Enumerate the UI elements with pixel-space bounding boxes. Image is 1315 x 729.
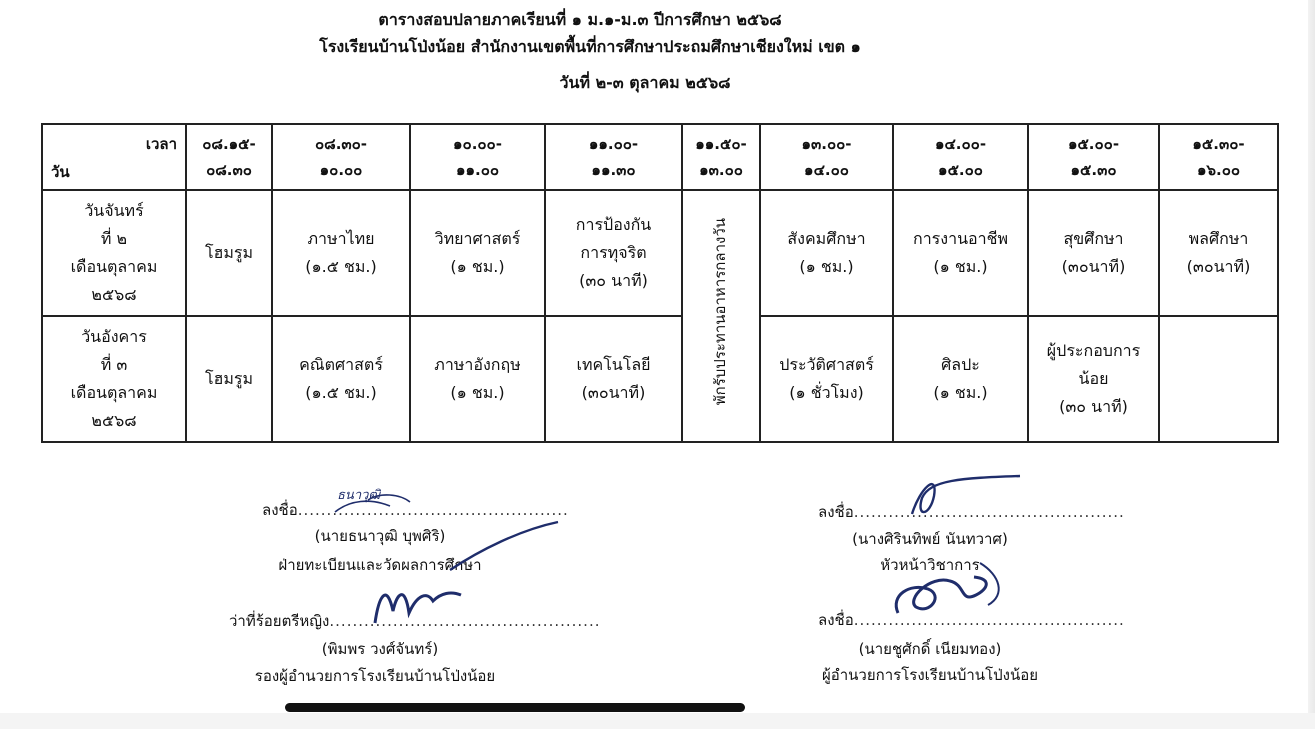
signer-name-deputy: (พิมพร วงศ์จันทร์) [321,640,439,658]
time-slot-header: ๑๕.๐๐- ๑๕.๓๐ [1028,124,1159,190]
subject-cell: วิทยาศาสตร์ (๑ ชม.) [410,190,545,316]
signature-line-deputy [229,609,601,633]
homeroom-cell: โฮมรูม [186,316,272,442]
sign-label: ลงชื่อ [818,503,854,521]
signer-name-registrar: (นายธนาวุฒิ บุพศิริ) [314,527,446,545]
home-indicator-bar[interactable] [285,703,745,712]
signature-line-registrar [262,498,569,522]
time-slot-header: ๑๑.๕๐- ๑๓.๐๐ [682,124,760,190]
lunch-break-cell [682,190,760,442]
subject-cell-empty [1159,316,1278,442]
subject-cell: ผู้ประกอบการ น้อย (๓๐ นาที) [1028,316,1159,442]
signature-line-academic [818,500,1125,524]
day-cell: วันจันทร์ ที่ ๒ เดือนตุลาคม ๒๕๖๘ [42,190,186,316]
rank-prefix: ว่าที่ร้อยตรีหญิง [229,612,330,630]
signature-dots: ............................................... [853,503,1125,521]
sign-label: ลงชื่อ [818,611,854,629]
time-slot-header: ๑๕.๓๐- ๑๖.๐๐ [1159,124,1278,190]
lunch-break-label: พักรับประทานอาหารกลางวัน [711,217,730,406]
signature-dots: ............................................... [853,611,1125,629]
subject-cell: การงานอาชีพ (๑ ชม.) [893,190,1028,316]
subject-cell: ประวัติศาสตร์ (๑ ชั่วโมง) [760,316,893,442]
signer-position-registrar: ฝ่ายทะเบียนและวัดผลการศึกษา [278,556,482,574]
doc-title-line1: ตารางสอบปลายภาคเรียนที่ ๑ ม.๑-ม.๓ ปีการศึกษา ๒๕๖๘ [378,10,782,29]
signature-dots: ............................................... [329,612,601,630]
bottom-margin [0,713,1315,729]
doc-title-line2: โรงเรียนบ้านโป่งน้อย สำนักงานเขตพื้นที่การศึกษาประถมศึกษาเชียงใหม่ เขต ๑ [319,37,861,56]
subject-cell: ภาษาอังกฤษ (๑ ชม.) [410,316,545,442]
signer-position-deputy: รองผู้อำนวยการโรงเรียนบ้านโป่งน้อย [254,667,496,685]
time-slot-header: ๑๐.๐๐- ๑๑.๐๐ [410,124,545,190]
corner-day-label: วัน [51,162,70,181]
page-edge-shadow [1308,0,1315,729]
subject-cell: การป้องกัน การทุจริต (๓๐ นาที) [545,190,682,316]
subject-cell: พลศึกษา (๓๐นาที) [1159,190,1278,316]
subject-cell: คณิตศาสตร์ (๑.๕ ชม.) [272,316,410,442]
signer-position-director: ผู้อำนวยการโรงเรียนบ้านโป่งน้อย [821,666,1039,684]
day-cell: วันอังคาร ที่ ๓ เดือนตุลาคม ๒๕๖๘ [42,316,186,442]
handwritten-name: ธนาวุฒิ [337,488,381,503]
time-slot-header: ๑๔.๐๐- ๑๕.๐๐ [893,124,1028,190]
homeroom-cell: โฮมรูม [186,190,272,316]
table-row-tuesday [42,316,1278,442]
table-header-row [42,124,1278,190]
signer-position-academic: หัวหน้าวิชาการ [880,556,980,574]
signer-name-director: (นายชูศักดิ์ เนียมทอง) [858,640,1002,658]
signature-line-director [818,608,1125,632]
sign-label: ลงชื่อ [262,501,298,519]
signer-name-academic: (นางศิรินทิพย์ นันทวาศ) [852,530,1008,548]
signature-dots: ............................................... [297,501,569,519]
corner-time-label: เวลา [145,135,177,153]
table-row-monday [42,190,1278,316]
subject-cell: สุขศึกษา (๓๐นาที) [1028,190,1159,316]
time-slot-header: ๐๘.๑๕- ๐๘.๓๐ [186,124,272,190]
time-slot-header: ๐๘.๓๐- ๑๐.๐๐ [272,124,410,190]
corner-cell [42,124,186,190]
doc-title-line3: วันที่ ๒-๓ ตุลาคม ๒๕๖๘ [559,73,731,92]
subject-cell: สังคมศึกษา (๑ ชม.) [760,190,893,316]
subject-cell: ศิลปะ (๑ ชม.) [893,316,1028,442]
exam-schedule-table [41,123,1279,443]
subject-cell: ภาษาไทย (๑.๕ ชม.) [272,190,410,316]
subject-cell: เทคโนโลยี (๓๐นาที) [545,316,682,442]
time-slot-header: ๑๑.๐๐- ๑๑.๓๐ [545,124,682,190]
time-slot-header: ๑๓.๐๐- ๑๔.๐๐ [760,124,893,190]
